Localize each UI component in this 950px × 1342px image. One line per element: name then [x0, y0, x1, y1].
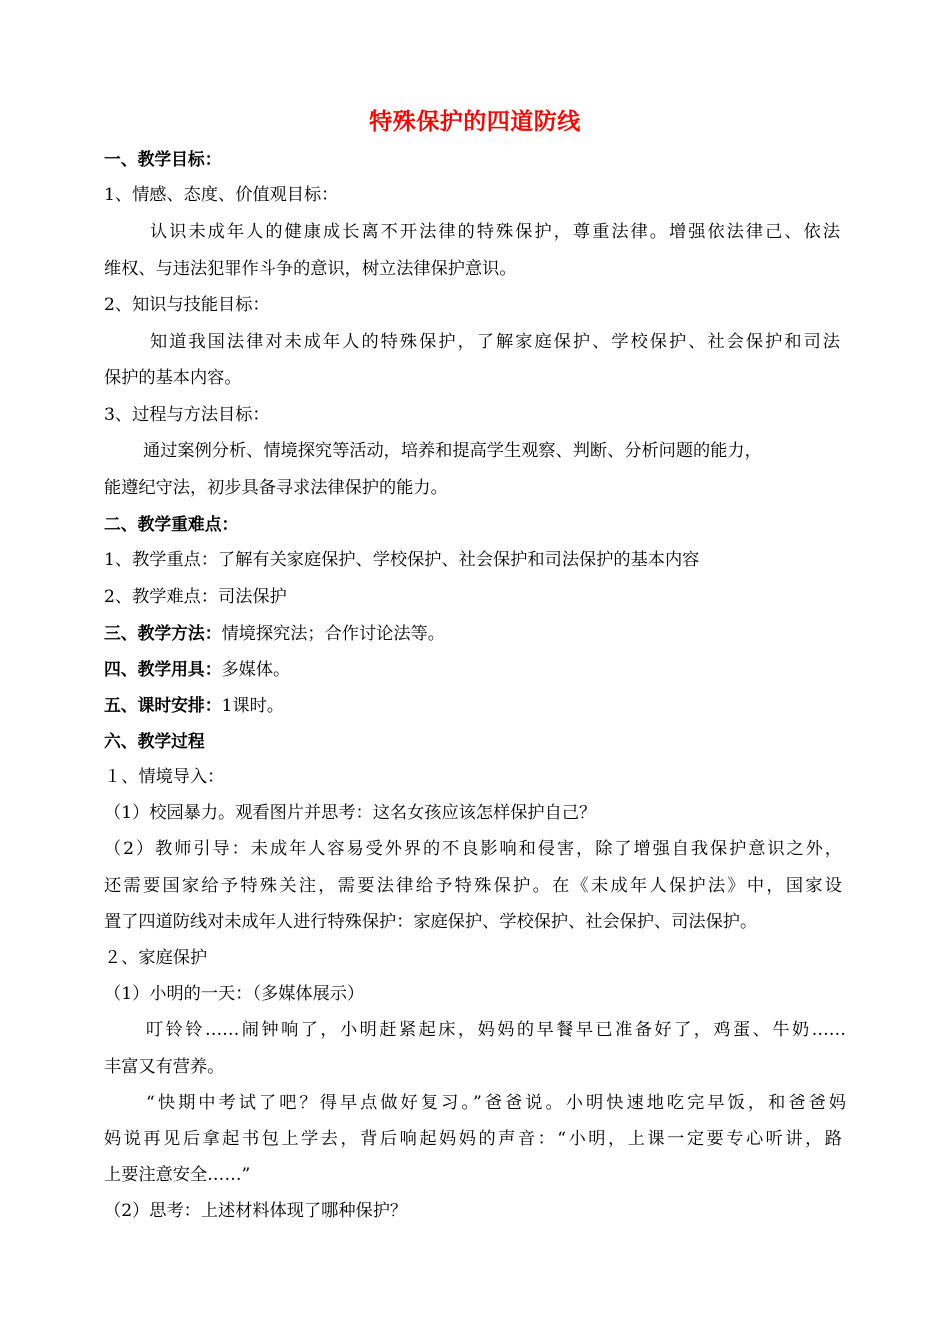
- objective-2-text-line-1: 知道我国法律对未成年人的特殊保护，了解家庭保护、学校保护、社会保护和司法: [150, 332, 840, 352]
- step-2-paragraph-2: （2）思考：上述材料体现了哪种保护？: [104, 1201, 408, 1221]
- section-heading-objectives: 一、教学目标：: [104, 149, 222, 169]
- key-point-2: 2、教学难点：司法保护: [104, 587, 287, 607]
- step-1-paragraph-2-line-1: （2）教师引导：未成年人容易受外界的不良影响和侵害，除了增强自我保护意识之外，: [104, 839, 842, 859]
- objective-1-text-line-1: 认识未成年人的健康成长离不开法律的特殊保护，尊重法律。增强依法律己、依法: [150, 222, 840, 242]
- story-paragraph-1-line-2: 丰富又有营养。: [104, 1057, 225, 1077]
- section-heading-methods: 三、教学方法：: [104, 623, 222, 643]
- objective-2-text-line-2: 保护的基本内容。: [104, 368, 242, 388]
- step-2-label: ２、家庭保护: [104, 948, 208, 968]
- story-paragraph-2-line-1: “快期中考试了吧？得早点做好复习。”爸爸说。小明快速地吃完早饭，和爸爸妈: [146, 1093, 846, 1113]
- section-heading-process: 六、教学过程: [104, 731, 205, 751]
- methods-text: 情境探究法；合作讨论法等。: [221, 624, 445, 644]
- story-paragraph-2-line-2: 妈说再见后拿起书包上学去，背后响起妈妈的声音：“小明，上课一定要专心听讲，路: [104, 1129, 842, 1149]
- story-paragraph-1-line-1: 叮铃铃……闹钟响了，小明赶紧起床，妈妈的早餐早已准备好了，鸡蛋、牛奶……: [146, 1020, 846, 1040]
- tools-text: 多媒体。: [221, 660, 291, 680]
- document-title: 特殊保护的四道防线: [369, 109, 581, 135]
- section-methods: [104, 622, 445, 645]
- step-1-label: １、情境导入：: [104, 767, 225, 787]
- objective-3-text-line-2: 能遵纪守法，初步具备寻求法律保护的能力。: [104, 478, 448, 498]
- key-point-1: 1、教学重点：了解有关家庭保护、学校保护、社会保护和司法保护的基本内容: [104, 550, 700, 570]
- step-2-paragraph-1: （1）小明的一天：（多媒体展示）: [104, 984, 365, 1004]
- objective-1-text-line-2: 维权、与违法犯罪作斗争的意识，树立法律保护意识。: [104, 259, 517, 279]
- step-1-paragraph-2-line-3: 置了四道防线对未成年人进行特殊保护：家庭保护、学校保护、社会保护、司法保护。: [104, 912, 758, 932]
- objective-3-text-line-1: 通过案例分析、情境探究等活动，培养和提高学生观察、判断、分析问题的能力，: [143, 441, 762, 461]
- schedule-text: 1课时。: [221, 696, 284, 716]
- objective-3-label: 3、过程与方法目标：: [104, 405, 270, 425]
- step-1-paragraph-2-line-2: 还需要国家给予特殊关注，需要法律给予特殊保护。在《未成年人保护法》中，国家设: [104, 876, 842, 896]
- objective-1-label: 1、情感、态度、价值观目标：: [104, 185, 339, 205]
- objective-2-label: 2、知识与技能目标：: [104, 295, 270, 315]
- section-heading-tools: 四、教学用具：: [104, 659, 222, 679]
- step-1-paragraph-1: （1）校园暴力。观看图片并思考：这名女孩应该怎样保护自己？: [104, 803, 597, 823]
- section-tools: [104, 658, 290, 681]
- section-schedule: [104, 694, 284, 717]
- section-heading-schedule: 五、课时安排：: [104, 695, 222, 715]
- story-paragraph-2-line-3: 上要注意安全……”: [104, 1165, 251, 1185]
- section-heading-key-points: 二、教学重难点：: [104, 514, 239, 534]
